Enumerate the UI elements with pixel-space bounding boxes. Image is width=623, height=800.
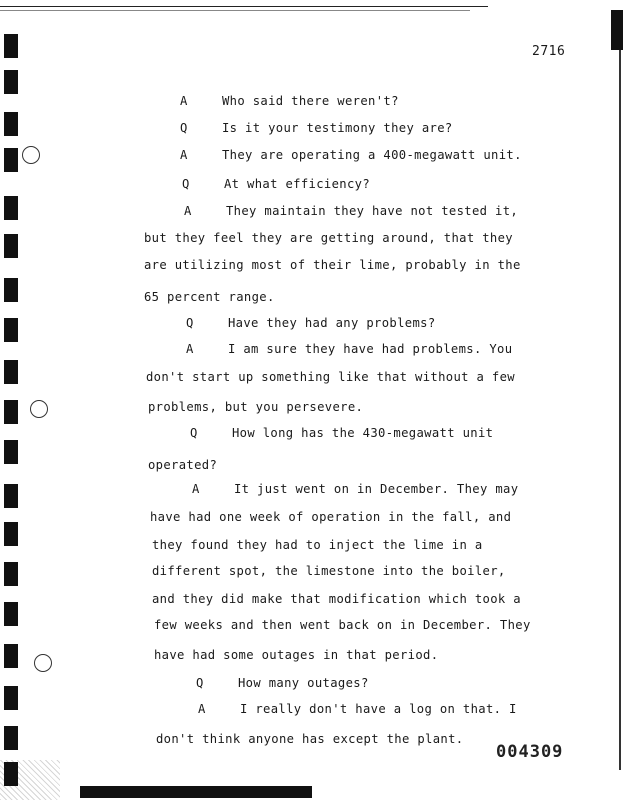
speaker-label: Q	[180, 121, 188, 135]
speaker-label: Q	[196, 676, 204, 690]
transcript-line	[144, 290, 275, 304]
transcript-line	[146, 370, 515, 384]
binding-punch	[4, 196, 18, 220]
speaker-label: A	[186, 342, 194, 356]
bates-number: 004309	[496, 742, 564, 762]
binding-punch	[4, 278, 18, 302]
transcript-line	[182, 177, 370, 191]
binding-punch	[4, 602, 18, 626]
transcript-line	[180, 121, 453, 135]
transcript-line	[152, 564, 506, 578]
transcript-line	[144, 258, 521, 272]
binding-punch	[4, 484, 18, 508]
line-text: but they feel they are getting around, that they	[144, 231, 513, 245]
punch-hole	[34, 654, 52, 672]
scan-right-edge	[619, 50, 621, 770]
scan-bottom-bar	[80, 786, 312, 798]
binding-punch	[4, 562, 18, 586]
binding-margin	[0, 0, 30, 800]
transcript-line	[148, 400, 363, 414]
punch-hole	[30, 400, 48, 418]
transcript-line	[156, 732, 464, 746]
line-text: I am sure they have had problems. You	[228, 342, 513, 356]
transcript-line	[152, 592, 521, 606]
line-text: are utilizing most of their lime, probably in the	[144, 258, 521, 272]
transcript-line	[192, 482, 518, 496]
transcript-line	[190, 426, 493, 440]
line-text: It just went on in December. They may	[234, 482, 519, 496]
binding-punch	[4, 318, 18, 342]
binding-punch	[4, 726, 18, 750]
binding-punch	[4, 686, 18, 710]
transcript-line	[152, 538, 483, 552]
transcript-line	[144, 231, 513, 245]
line-text: They are operating a 400-megawatt unit.	[222, 148, 522, 162]
transcript-line	[154, 618, 531, 632]
speaker-label: A	[180, 148, 188, 162]
page-number: 2716	[532, 44, 566, 59]
line-text: Is it your testimony they are?	[222, 121, 453, 135]
speaker-label: A	[184, 204, 192, 218]
speaker-label: A	[198, 702, 206, 716]
line-text: Have they had any problems?	[228, 316, 436, 330]
speaker-label: Q	[190, 426, 198, 440]
line-text: 65 percent range.	[144, 290, 275, 304]
line-text: don't think anyone has except the plant.	[156, 732, 464, 746]
binding-punch	[4, 112, 18, 136]
line-text: How many outages?	[238, 676, 369, 690]
line-text: How long has the 430-megawatt unit	[232, 426, 494, 440]
transcript-line	[180, 94, 399, 108]
line-text: don't start up something like that without a few	[146, 370, 515, 384]
speaker-label: A	[192, 482, 200, 496]
line-text: Who said there weren't?	[222, 94, 399, 108]
transcript-line	[150, 510, 511, 524]
binding-punch	[4, 234, 18, 258]
binding-punch	[4, 34, 18, 58]
line-text: and they did make that modification which took a	[152, 592, 521, 606]
transcript-line	[184, 204, 518, 218]
binding-punch	[4, 70, 18, 94]
binding-punch	[4, 360, 18, 384]
line-text: have had one week of operation in the fall, and	[150, 510, 512, 524]
line-text: I really don't have a log on that. I	[240, 702, 517, 716]
speaker-label: Q	[186, 316, 194, 330]
top-rule	[0, 6, 488, 7]
line-text: few weeks and then went back on in December. They	[154, 618, 531, 632]
top-rule-secondary	[0, 10, 470, 11]
transcript-line	[154, 648, 438, 662]
binding-punch	[4, 522, 18, 546]
binding-punch	[4, 400, 18, 424]
binding-punch	[4, 148, 18, 172]
line-text: They maintain they have not tested it,	[226, 204, 519, 218]
binding-punch	[4, 440, 18, 464]
line-text: operated?	[148, 458, 218, 472]
transcript-line	[180, 148, 522, 162]
line-text: they found they had to inject the lime in a	[152, 538, 483, 552]
speaker-label: A	[180, 94, 188, 108]
line-text: At what efficiency?	[224, 177, 371, 191]
line-text: problems, but you persevere.	[148, 400, 364, 414]
transcript-line	[196, 676, 369, 690]
binding-punch	[4, 644, 18, 668]
speaker-label: Q	[182, 177, 190, 191]
binding-punch	[4, 762, 18, 786]
transcript-line	[148, 458, 217, 472]
scan-edge-mark	[611, 10, 623, 50]
line-text: different spot, the limestone into the boiler,	[152, 564, 506, 578]
line-text: have had some outages in that period.	[154, 648, 439, 662]
transcript-line	[186, 342, 512, 356]
transcript-line	[186, 316, 436, 330]
punch-hole	[22, 146, 40, 164]
transcript-line	[198, 702, 517, 716]
